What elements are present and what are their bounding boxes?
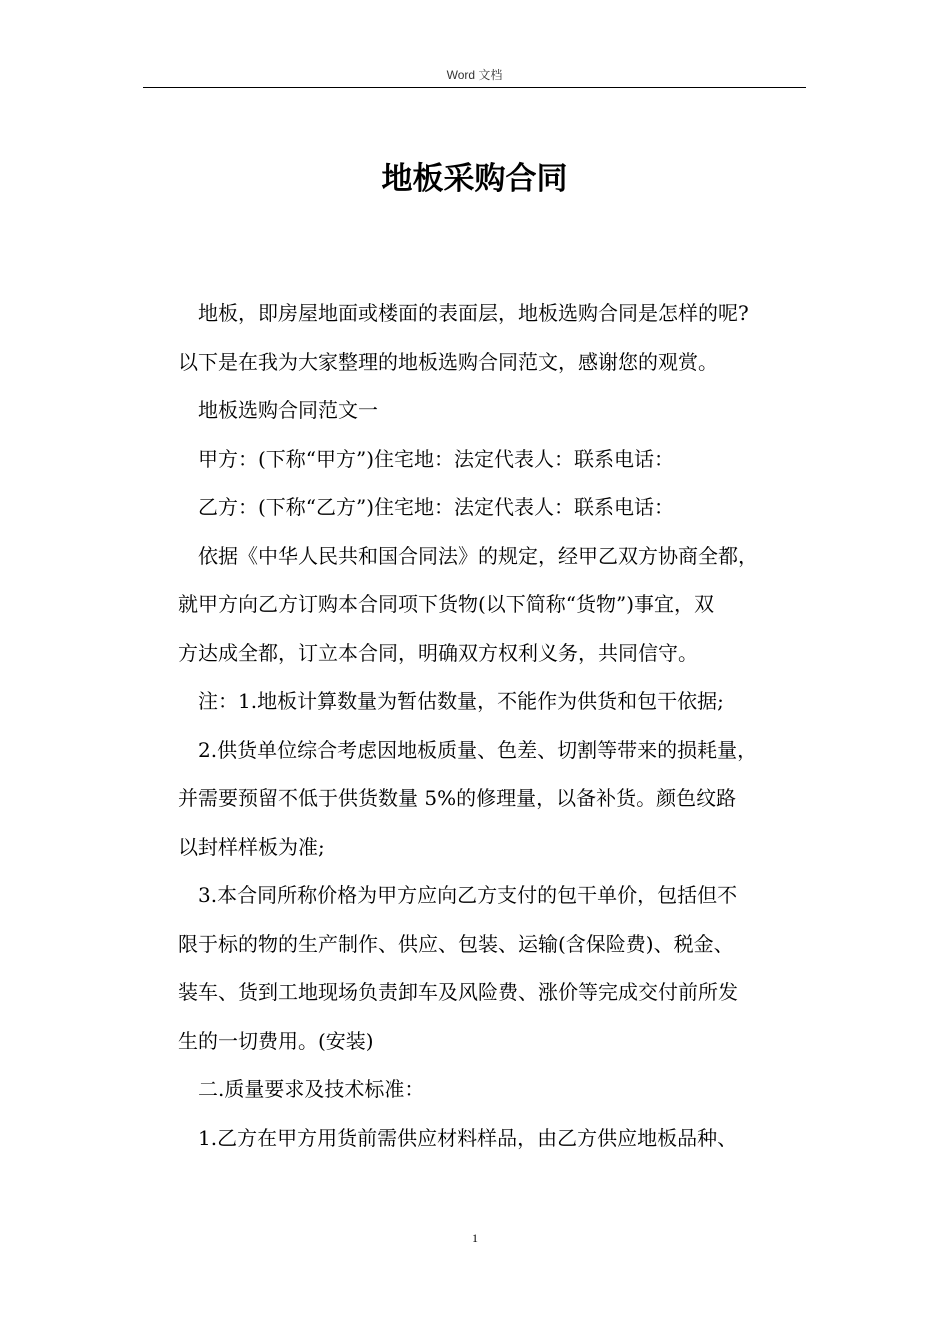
body-line: 限于标的物的生产制作、供应、包装、运输(含保险费)、税金、 [178, 931, 734, 956]
body-line: 以下是在我为大家整理的地板选购合同范文，感谢您的观赏。 [178, 349, 718, 374]
body-line: 地板，即房屋地面或楼面的表面层，地板选购合同是怎样的呢? [178, 301, 749, 325]
body-line: 就甲方向乙方订购本合同项下货物(以下简称“货物”)事宜，双 [178, 592, 715, 616]
body-line: 装车、货到工地现场负责卸车及风险费、涨价等完成交付前所发 [178, 980, 738, 1004]
document-body [178, 289, 814, 1162]
body-line: 甲方：(下称“甲方”)住宅地：法定代表人：联系电话： [178, 446, 675, 471]
page-number: 1 [472, 1231, 478, 1245]
document-title: 地板采购合同 [381, 161, 568, 197]
body-line: 方达成全都，订立本合同，明确双方权利义务，共同信守。 [178, 640, 698, 665]
page-header: Word 文档 [446, 68, 503, 82]
body-line: 依据《中华人民共和国合同法》的规定，经甲乙双方协商全都， [178, 543, 758, 568]
body-line: 2.供货单位综合考虑因地板质量、色差、切割等带来的损耗量， [178, 737, 758, 762]
body-line: 乙方：(下称“乙方”)住宅地：法定代表人：联系电话： [178, 495, 675, 519]
body-line: 1.乙方在甲方用货前需供应材料样品，由乙方供应地板品种、 [178, 1125, 738, 1150]
body-line: 并需要预留不低于供货数量 5%的修理量，以备补货。颜色纹路 [178, 786, 737, 810]
body-line: 以封样样板为准; [178, 834, 325, 859]
body-line: 地板选购合同范文一 [178, 398, 378, 422]
header-divider [143, 87, 806, 88]
body-line: 二.质量要求及技术标准： [178, 1077, 425, 1101]
body-line: 注：1.地板计算数量为暂估数量，不能作为供货和包干依据; [178, 689, 724, 713]
body-line: 生的一切费用。(安装) [178, 1028, 374, 1053]
body-line: 3.本合同所称价格为甲方应向乙方支付的包干单价，包括但不 [178, 883, 738, 907]
